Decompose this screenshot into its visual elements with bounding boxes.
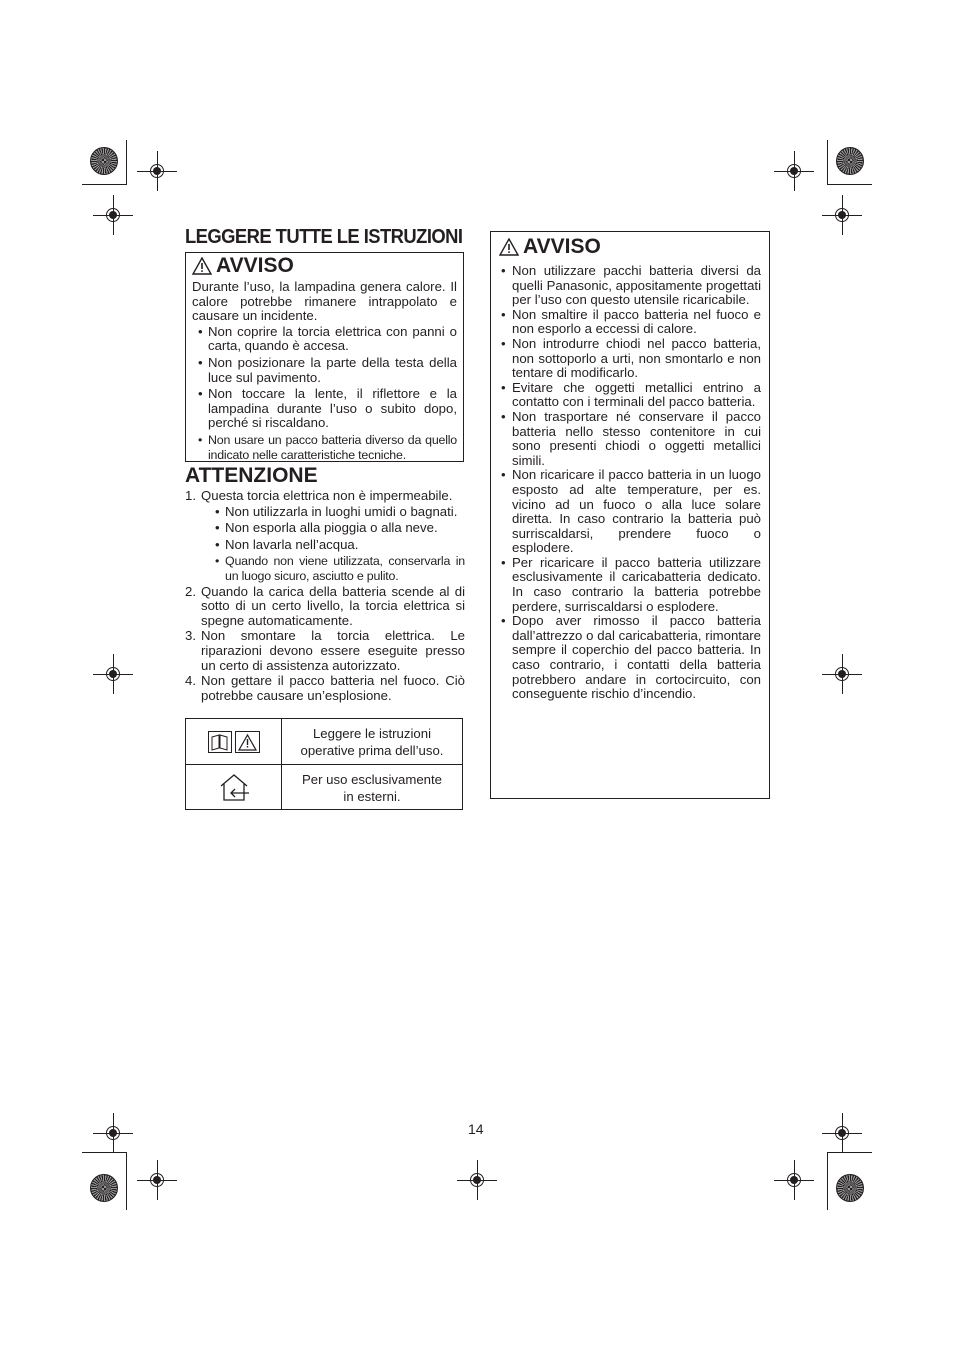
registration-mark-bottom-right-1: [822, 1113, 862, 1153]
right-warning-box: [490, 231, 770, 799]
caution-item: [185, 674, 465, 703]
trim-line: [827, 140, 828, 185]
outdoor-house-icon: [217, 773, 251, 803]
caution-item-number: 4.: [185, 673, 196, 689]
trim-line: [126, 1152, 127, 1210]
symbol-description: [282, 719, 462, 764]
caution-heading: ATTENZIONE: [185, 464, 318, 487]
caution-item-text: Non smontare la torcia elettrica. Le riparazioni devono essere eseguite presso un certo di assistenza autorizzato.: [201, 628, 465, 673]
caution-item: [185, 489, 465, 584]
caution-sublist: [201, 505, 465, 584]
caution-subitem: • Non lavarla nell’acqua.: [213, 538, 465, 553]
trim-line: [827, 184, 872, 185]
registration-mark-bottom-center: [457, 1160, 497, 1200]
left-warning-heading: [192, 255, 457, 277]
right-warning-bullet: • Non introdurre chiodi nel pacco batteria, non sottoporlo a urti, non smontarlo e non tentare di modificarlo.: [499, 337, 761, 381]
registration-mark-bottom-left-2: [137, 1160, 177, 1200]
caution-subitem: • Non utilizzarla in luoghi umidi o bagnati.: [213, 505, 465, 520]
manual-warning-icon: [208, 730, 260, 754]
right-warning-title: AVVISO: [523, 235, 601, 258]
right-warning-bullet: • Per ricaricare il pacco batteria utilizzare esclusivamente il caricabatteria dedicato. In caso contrario la batteria potrebbe perdere, surriscaldarsi o esplodere.: [499, 556, 761, 614]
registration-mark-top-right-1: [774, 151, 814, 191]
caution-subitem: • Non esporla alla pioggia o alla neve.: [213, 521, 465, 536]
right-warning-bullet: • Non smaltire il pacco batteria nel fuoco e non esporlo a eccessi di calore.: [499, 308, 761, 337]
starburst-target-top-right: [836, 147, 864, 175]
symbol-cell: [186, 765, 282, 810]
caution-item: [185, 585, 465, 629]
left-warning-intro: Durante l’uso, la lampadina genera calore. Il calore potrebbe rimanere intrappolato e causare un incidente.: [192, 279, 457, 324]
right-warning-bullet: • Non ricaricare il pacco batteria in un luogo esposto ad alte temperature, per es. vicino ad un fuoco o alla luce solare diretta. In caso contrario la batteria può surriscaldarsi, prendere fuoco o esplodere.: [499, 468, 761, 556]
symbol-description-line: Per uso esclusivamente: [301, 771, 442, 787]
registration-mark-top-left-1: [137, 151, 177, 191]
trim-line: [827, 1152, 828, 1210]
starburst-target-top-left: [90, 147, 118, 175]
left-warning-box: [185, 252, 464, 462]
starburst-target-bottom-right: [836, 1174, 864, 1202]
trim-line: [82, 184, 127, 185]
caution-item: [185, 629, 465, 673]
trim-line: [126, 140, 127, 185]
right-warning-bullet: • Dopo aver rimosso il pacco batteria dall’attrezzo o dal caricabatteria, rimontare sempre il coperchio del pacco batteria. In caso contrario, i contatti della batteria potrebbero andare in cortocircuito, con conseguente rischio d’incendio.: [499, 614, 761, 702]
symbol-cell: [186, 719, 282, 764]
left-warning-content: [192, 280, 457, 462]
trim-line: [82, 1152, 127, 1153]
right-warning-list: [499, 264, 761, 702]
symbol-description-line: operative prima dell’uso.: [300, 742, 444, 758]
caution-item-text: Quando la carica della batteria scende al di sotto di un certo livello, la torcia elettrica si spegne automaticamente.: [201, 583, 465, 628]
caution-item-number: 2.: [185, 583, 196, 599]
caution-item-text: Questa torcia elettrica non è impermeabile.: [201, 488, 453, 503]
caution-list: [185, 489, 465, 703]
left-warning-bullet: • Non coprire la torcia elettrica con panni o carta, quando è accesa.: [196, 325, 457, 354]
starburst-target-bottom-left: [90, 1174, 118, 1202]
warning-triangle-icon: [192, 257, 212, 275]
caution-item-number: 1.: [185, 488, 196, 503]
symbol-description-line: Leggere le istruzioni: [312, 725, 431, 741]
symbol-table: [185, 718, 463, 810]
registration-mark-top-right-2: [822, 195, 862, 235]
right-warning-bullet: • Non trasportare né conservare il pacco batteria nello stesso contenitore in cui sono presenti chiodi o oggetti metallici simili.: [499, 410, 761, 468]
right-warning-bullet: • Non utilizzare pacchi batteria diversi da quelli Panasonic, appositamente progettati per l’uso con questo utensile ricaricabile.: [499, 264, 761, 308]
caution-item-number: 3.: [185, 628, 196, 644]
registration-mark-top-left-2: [93, 195, 133, 235]
right-warning-heading: [499, 236, 761, 258]
trim-line: [827, 1152, 872, 1153]
symbol-table-row: [186, 765, 462, 810]
warning-triangle-icon: [499, 238, 519, 256]
left-warning-bullet: • Non toccare la lente, il riflettore e la lampadina durante l’uso o subito dopo, perché si riscaldano.: [196, 387, 457, 431]
symbol-description: [282, 765, 462, 810]
registration-mark-mid-left: [93, 654, 133, 694]
left-warning-bullet: • Non posizionare la parte della testa della luce sul pavimento.: [196, 356, 457, 385]
page-number: 14: [468, 1121, 484, 1137]
registration-mark-bottom-left-1: [93, 1113, 133, 1153]
registration-mark-bottom-right-2: [774, 1160, 814, 1200]
left-warning-bullet: • Non usare un pacco batteria diverso da quello indicato nelle caratteristiche tecniche.: [196, 433, 457, 462]
symbol-description-line: in esterni.: [343, 788, 401, 804]
right-warning-bullet: • Evitare che oggetti metallici entrino a contatto con i terminali del pacco batteria.: [499, 381, 761, 410]
registration-mark-mid-right: [822, 654, 862, 694]
caution-subitem: • Quando non viene utilizzata, conservarla in un luogo sicuro, asciutto e pulito.: [213, 554, 465, 583]
caution-item-text: Non gettare il pacco batteria nel fuoco. Ciò potrebbe causare un’esplosione.: [201, 673, 465, 703]
left-warning-title: AVVISO: [216, 254, 294, 277]
symbol-table-row: [186, 719, 462, 765]
page-title: LEGGERE TUTTE LE ISTRUZIONI: [185, 226, 463, 248]
